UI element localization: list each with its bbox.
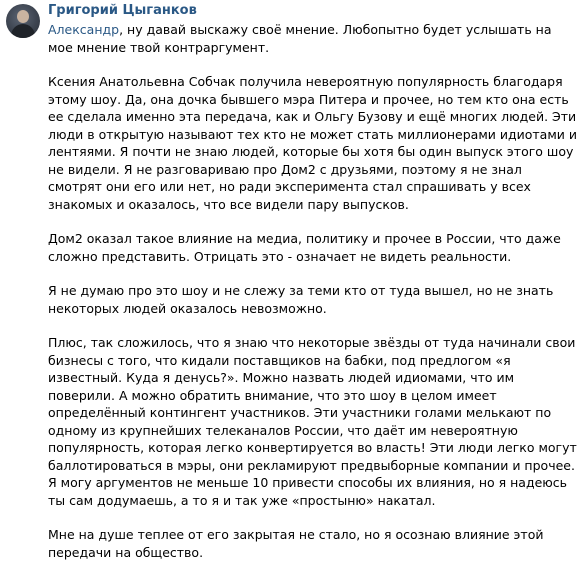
paragraph-1-text: , ну давай выскажу своё мнение. Любопытно будет услышать на мое мнение твой контраргумент. [48, 22, 552, 55]
comment-paragraph-6: Мне на душе теплее от его закрытая не стало, но я осознаю влияние этой передачи на общество. [48, 527, 544, 560]
avatar-body [11, 24, 35, 38]
comment-paragraph-1 [48, 21, 578, 56]
author-avatar[interactable] [6, 4, 40, 38]
author-name-link[interactable]: Григорий Цыганков [48, 3, 197, 18]
comment-text [48, 21, 578, 561]
comment-content [48, 2, 578, 561]
mention-link[interactable]: Александр [48, 22, 120, 37]
comment-paragraph-2: Ксения Анатольевна Собчак получила невероятную популярность благодаря этому шоу. Да, она дочка бывшего мэра Питера и прочее, но тем кто она есть ее сделала именно эта передача, как и Ольгу Бузову и ещё многих людей. Эти люди в открытую называют тех кто не может стать миллионерами идиотами и лентяями. Я почти не знаю людей, которые бы хотя бы один выпуск этого шоу не видели. Я не разговариваю про Дом2 с друзьями, поэтому я не знал смотрят они его или нет, но ради эксперимента стал спрашивать у всех знакомых и оказалось, что все видели пару выпусков. [48, 74, 577, 212]
comment-paragraph-5: Плюс, так сложилось, что я знаю что некоторые звёзды от туда начинали свои бизнесы с того, что кидали поставщиков на бабки, под предлогом «я известный. Куда я денусь?». Можно назвать людей идиомами, что им поверили. А можно обратить внимание, что это шоу в целом имеет определённый контингент участников. Эти участники голами мелькают по одному из крупнейших телеканалов России, что даёт им невероятную популярность, которая легко конвертируется во власть! Эти люди легко могут баллотироваться в мэры, они рекламируют предвыборные компании и прочее. Я могу аргументов не меньше 10 привести способы их влияния, но я надеюсь ты сам додумаешь, а то я и так уже «простыню» накатал. [48, 335, 577, 508]
comment-paragraph-4: Я не думаю про это шоу и не слежу за теми кто от туда вышел, но не знать некоторых людей оказалось невозможно. [48, 283, 554, 316]
comment-paragraph-3: Дом2 оказал такое влияние на медиа, политику и прочее в России, что даже сложно представить. Отрицать это - означает не видеть реальности. [48, 231, 561, 264]
avatar-head [17, 10, 29, 23]
